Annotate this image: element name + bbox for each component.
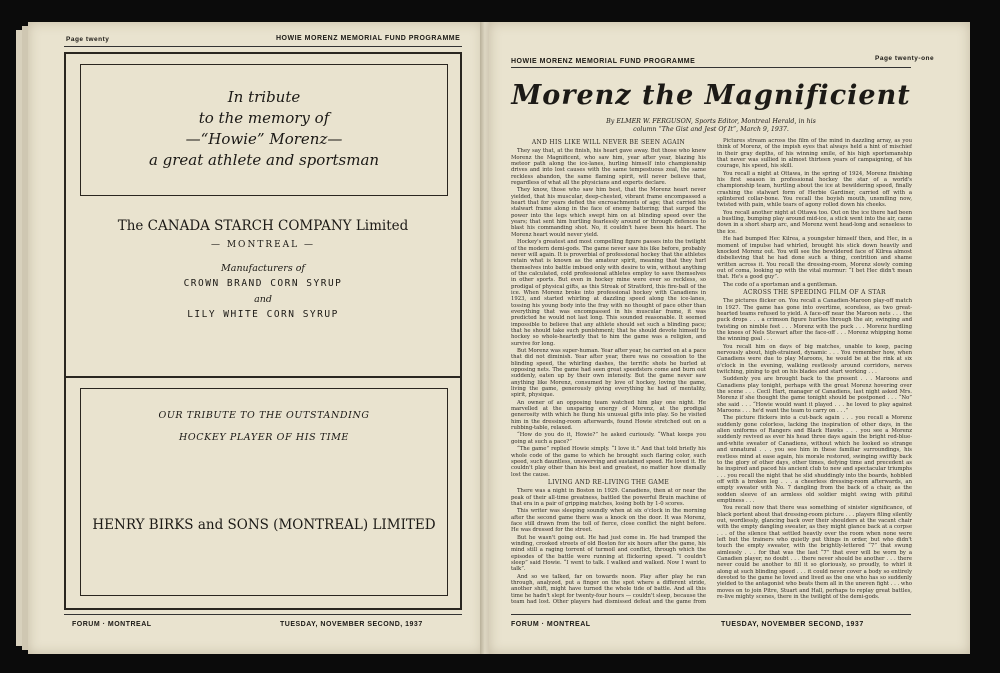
article-title: Morenz the Magnificient [511,80,911,111]
article-paragraph: An owner of an opposing team watched him play one night. He marvelled at the unsparing energy of Morenz, at the prodigal generosity with which he flung his unusual gifts into play. So he visited him in the dressing-room afterwards, found Howie stretched out on a rubbing-table, relaxed. [511,399,706,432]
byline-line-1: By ELMER W. FERGUSON, Sports Editor, Montreal Herald, in his [606,118,816,125]
footer-rule-left [64,614,462,615]
footer-right-venue: FORUM · MONTREAL [511,621,591,628]
article-paragraph: The picture flickers into a cut-back again . . . you recall a Morenz suddenly gone colorless, lacking the inspiration of other days, in the alien uniforms of Rangers and Black Hawks . . . you see a Morenz suddenly revived as ever his head three days again the bright red-blue-and-white sweater of Canadiens, without which he looked so strange and unnatural . . . you see him in these familiar surroundings, his restless mind at ease again, his morale restored, swinging swiftly back to the glory of other days, other times, defying time and precedent as he inspired and paced his ancient club to new and spectacular triumphs . . . you recall the night that he slid shuddingly into the boards, hobbled off with a broken leg . . . a cheerless dressing-room afterwards, an empty sweater with No. 7 dangling from the back of a chair, as the sodden sleeve of an armless old soldier might swing with pitiful emptiness . . . [717,415,912,504]
starch-company-name: The CANADA STARCH COMPANY Limited [117,218,409,234]
article-paragraph: You recall him on days of big matches, unable to keep, pacing nervously about, high-strained, dynamic . . . You remember how, when Canadiens were due to play Maroons, he would be at the rink at six o'clock in the evening, walking restlessly around corridors, nerves twitching, pining to get on his blades and start working . . . [717,343,912,376]
section-divider [64,376,462,378]
starch-and: and [254,294,272,305]
article-paragraph: They say that, at the finish, his heart gave away. But those who knew Morenz the Magnificent, who saw him, year after year, blazing his meteor path along the ice-lanes, hurling himself into championship drives and into lost causes with the same tempestuous zeal, the same reckless abandon, the same flaming spirit, will never believe that, regardless of what all the physicians and experts declare. [511,148,706,187]
footer-right-date: TUESDAY, NOVEMBER SECOND, 1937 [721,621,864,628]
header-rule [511,67,911,68]
footer-rule-right [511,614,911,615]
article-paragraph: But he wasn't going out. He had just come in. He had tramped the winding, crooked streets of old Boston for six hours after the game, his mind still a raging torrent of turmoil and conflict, through which the episodes of the battle were running at flickering speed. “I couldn't sleep” said Howie. “I went to talk. I walked and walked. Now I want to talk”. [511,534,706,573]
tribute-line-3: —“Howie” Morenz— [185,130,343,148]
article-paragraph: And so we talked, far on towards noon. Play after play he ran through, analyzed, put a finger on the spot where a different stride, another shift, might have turned the whole tide of battle. And all this time he hadn't slept for twenty-four hours — couldn't sleep, because the team had lost. Other players had dismissed defeat and the game from [511,573,706,604]
footer-left-date: TUESDAY, NOVEMBER SECOND, 1937 [280,621,423,628]
article-paragraph: The code of a sportsman and a gentleman. [723,281,838,288]
starch-product-2: LILY WHITE CORN SYRUP [187,309,339,320]
starch-product-1: CROWN BRAND CORN SYRUP [183,278,343,289]
article-paragraph: You recall a night at Ottawa, in the spring of 1924, Morenz finishing his first season in professional hockey the star of a world's championship team, hurtling about the ice at bewildering speed, finally crashing the stalwart form of Herbie Gardiner, carried off with a splintered collar-bone. You recall the boyish mouth, unsmiling now, twisted with pain, while tears of agony rolled down his cheeks. [717,170,912,209]
birks-tribute-line-1: OUR TRIBUTE TO THE OUTSTANDING [158,410,370,421]
article-column-1 [511,138,706,604]
article-paragraph: There was a night in Boston in 1929. Canadiens, then at or near the peak of their all-time greatness, battled the powerful Bruin machine of that era in a pair of gripping matches, losing both by 1-0 scores. [511,488,706,507]
left-page [28,22,483,654]
article-paragraph: This writer was sleeping soundly when at six o'clock in the morning after the second game there was a knock on the door. It was Morenz, face still drawn from the toll of fierce, close conflict the night before. He was dressed for the street. [511,508,706,534]
article-paragraph: Pictures stream across the film of the mind in dazzling array, as you think of Morenz, of the impish eyes that always held a hint of mischief in their gray depths, of his winning smile, of his high sportsmanship that never was sullied in almost thirteen years of campaigning, of his courage, his speed, his skill. [717,138,912,170]
birks-tribute-line-2: HOCKEY PLAYER OF HIS TIME [179,432,349,443]
article-paragraph: He had bumped Hec Kilrea, a youngster himself then, and Hec, in a moment of impulse had whirled, brought his stick down heavily and knocked Morenz out. You will see the bewildered face of Kilrea almost disbelieving that he had done such a thing, contrition and shame written across it. You recall the dressing-room, Morenz slowly coming out of coma, looking up with the vital murmur: “I bet Hec didn't mean that. He's a good guy”. [717,236,912,281]
byline-line-2: column “The Gist and Jest Of It”, March 9, 1937. [633,126,789,133]
article-paragraph: You recall now that there was something of sinister significance, of black portent about that dressing-room picture . . . players filing silently out, wordlessly, glancing back over their shoulders at the vacant chair with the empty dangling sweater, as they might glance back at a corpse . . . of the silence that settled heavily over the room when none were left but the trainers who quietly put things in order, but who didn't touch the empty sweater, with the brightly-lettered “7” that swung aimlessly . . . for that was the last “7” that ever will be worn by a Canadien player, no doubt . . . there never should be another . . . there never could be another to fill it so gloriously, so proudly, to whirl it along at such blinding speed . . . it could never cover a body so entirely devoted to the game he loved and lived as the one who has so suddenly yielded to the antagonist who beats them all in the uneven fight . . . who moves on to join Pitre, Stuart and Hall, perhaps to replay great battles, re-live mighty scenes, there in the twilight of the demi-gods. [717,505,912,601]
birks-company-name: HENRY BIRKS and SONS (MONTREAL) LIMITED [92,517,436,533]
starch-manufacturers: Manufacturers of [221,263,305,274]
tribute-line-2: to the memory of [198,109,330,127]
birks-panel [80,388,448,596]
article-paragraph: They know, those who saw him best, that the Morenz heart never yielded, that his muscular, deep-chested, vibrant frame encompassed a heart that for years defied the encroachments of age; that carried his stalwart frame along in the face of enemy battering; that surged the power into the legs which swept him on at blinding speed over the years; that sent him hurtling fearlessly around or through defences to blast his commanding shot. No, it couldn't have been his heart. The Morenz heart would never yield. [511,187,706,238]
article-subheading: ACROSS THE SPEEDING FILM OF A STAR [743,288,886,296]
running-header-right: HOWIE MORENZ MEMORIAL FUND PROGRAMME [511,58,696,65]
article-paragraph: You recall another night at Ottawa too. Out on the ice there had been a bustling, bumping play around mid-ice, a stick went into the air, came down in a short sharp arc, and Morenz went head-long and senseless to the ice. [717,209,912,235]
page-number-right: Page twenty-one [875,55,935,62]
header-rule [64,46,462,47]
tribute-line-4: a great athlete and sportsman [148,151,380,169]
article-byline [511,118,911,134]
starch-city: — MONTREAL — [210,240,315,250]
right-page [489,22,970,654]
article-paragraph: Suddenly you are brought back to the present . . . Maroons and Canadiens play tonight, perhaps with the great Morenz hovering over the scene . . . Cecil Hart, manager of Canadiens, last night asked Mrs. Morenz if she thought the game tonight should be postponed . . . “No” she said . . . “Howie would want it played . . . he loved to play against Maroons . . . he'd want the team to carry on . . .” [717,376,912,415]
article-column-2 [717,138,912,610]
article-subheading: AND HIS LIKE WILL NEVER BE SEEN AGAIN [531,139,686,146]
article-paragraph: “How do you do it, Howie?” he asked curiously. “What keeps you going at such a pace?” [511,432,706,445]
article-paragraph: “The game” replied Howie simply. “I love it.” And that told briefly his whole code of the game to which he brought such flaring color, such speed, such dauntless, unswerving and sustained speed. He loved it. He couldn't play other than his best and greatest, no matter how dismally lost the cause. [511,446,706,478]
tribute-line-1: In tribute [227,88,301,106]
tribute-panel [80,64,448,196]
article-paragraph: But Morenz was super-human. Year after year, he carried on at a pace that did not diminish. Year after year, there was no cessation to the blinding speed, the whirling dashes, the terrific shots he hurled at opposing nets. The game had seen great speedsters come and burn out suddenly, eaten up by their own intensity. But the game never saw anything like Morenz, consumed by love of hockey, loving the game, living the game, generously giving everything he had of mentality, spirit, physique. [511,348,706,399]
article-paragraph: The pictures flicker on. You recall a Canadien-Maroon play-off match in 1927. The game has gone into overtime, scoreless, as two great-hearted teams refused to yield. A face-off near the Maroon nets . . . the puck drops . . . a crimson figure hurtles through the air, swinging and twisting on nimble feet . . . Morenz with the puck . . . Morenz hurdling the knees of Nels Stewart after the face-off . . . Morenz whipping home the winning goal . . . [717,298,912,343]
article-subheading: LIVING AND RE-LIVING THE GAME [547,478,670,486]
canada-starch-ad [64,218,462,320]
running-header-left: HOWIE MORENZ MEMORIAL FUND PROGRAMME [276,35,461,42]
page-number-left: Page twenty [66,36,110,43]
article-paragraph: Hockey's greatest and most compelling figure passes into the twilight of the modern demi-gods. The game never saw his like before, probably never will again. It is proverbial of professional hockey that the athletes retain what is known as the amateur spirit, meaning that they hurl themselves into battle imbued only with desire to win, without anything of the calculated, cold professional athletes employ to save themselves in other sports. But even in hockey mine were ever so reckless, so prodigal of physical gifts, as this Streak of Stratford, this fire-ball of the ice. When Morenz broke into professional hockey with Canadiens in 1923, and started whirling at dazzling speed along the ice-lanes, tossing his young body into the fray with no thought of pace other than everything that was encompassed in his muscular frame, it was predicted he would not last long. This sounded reasonable. It seemed impossible to believe that any athlete should set such a blinding pace; that he should take such punishment; that he should devote himself to hockey so whole-heartedly that to him the game was a religion, and survive for long. [511,239,706,347]
footer-left-venue: FORUM · MONTREAL [72,621,152,628]
